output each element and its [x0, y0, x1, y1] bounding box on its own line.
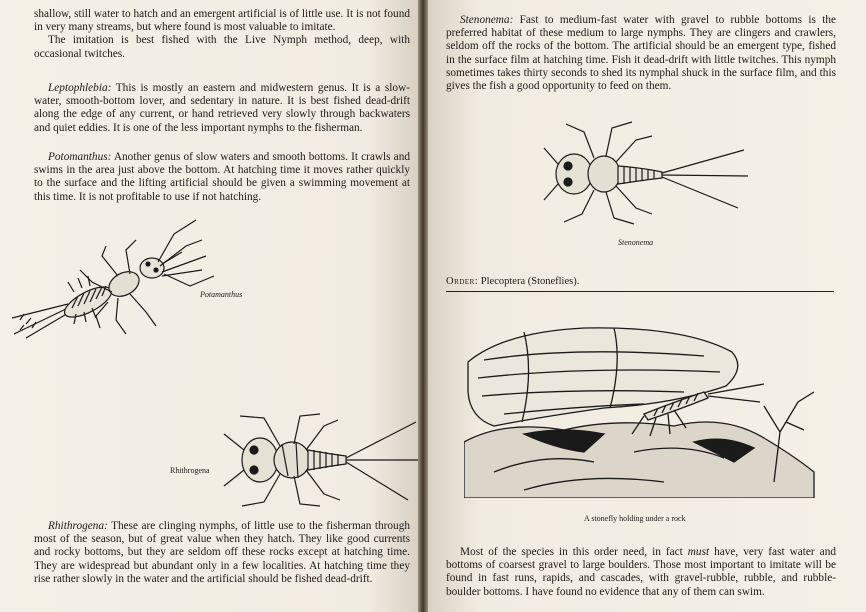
order-label: Order: — [446, 276, 479, 287]
caption-rhithrogena: Rhithrogena — [170, 466, 210, 475]
paragraph-rhithrogena — [34, 520, 410, 586]
stenonema-text: Fast to medium-fast water with gravel to rubble bottoms is the preferred habitat of these medium to large nymphs. They are clingers and crawlers, seldom off the rocks of the bottom. The artificial should be an emergent type, fished in the surface film at hatching time. Fish it dead-drift with little twitches. This nymph sometimes takes thirty seconds to shed its nymphal shuck in the surface film, and this gives the fish a good opportunity to feed on them. — [446, 14, 836, 93]
rhithrogena-term: Rhithrogena: — [48, 520, 108, 532]
potomanthus-term: Potomanthus: — [48, 151, 112, 163]
section-rule — [446, 291, 834, 292]
book-gutter — [418, 0, 428, 612]
leptophlebia-term: Leptophlebia: — [48, 82, 112, 94]
intro-sentence: shallow, still water to hatch and an emergent artificial is of little use. It is not found in very many streams, but where found is most valuable to imitate. — [34, 8, 410, 34]
rhithrogena-text: These are clinging nymphs, of little use to the fisherman through most of the season, but of great value when they hatch. They like good currents and rocky bottoms, but they are seldom off these rocks except at hatching time. They are widespread but abundant only in a few localities. At hatching time they rise rather slowly in the water and the artificial should be fished dead-drift. — [34, 520, 410, 585]
leptophlebia-text: This is mostly an eastern and midwestern genus. It is a slow-water, smooth-bottom lover, and sedentary in nature. It is best fished dead-drift along the edge of any current, or hand retrieved very slowly through backwaters and quiet eddies. It is one of the less important nymphs to the fisherman. — [34, 82, 410, 134]
plecoptera-emphasis: must — [687, 546, 710, 558]
rhithrogena-illustration — [220, 410, 418, 510]
plecoptera-text-b: have, very fast water and bottoms of coarsest gravel to large boulders. Those most important to imitate will be found in fast runs, rapids, and cascades, with gravel-rubble, rubble, and rubble-boulder bottoms. I have found no evidence that any of them can swim. — [446, 546, 836, 598]
left-page — [0, 0, 418, 612]
caption-stonefly: A stonefly holding under a rock — [584, 514, 686, 523]
right-page — [428, 0, 866, 612]
order-heading — [446, 276, 579, 287]
caption-stenonema: Stenonema — [618, 238, 654, 247]
paragraph-potomanthus — [34, 151, 410, 204]
potomanthus-text: Another genus of slow waters and smooth bottoms. It crawls and swims in the area just above the bottom. At hatching time it moves rather quickly to the surface and the lifting artificial should be given a swimming movement at this time. It is not profitable to use if not hatching. — [34, 151, 410, 203]
plecoptera-text-a: Most of the species in this order need, in fact — [460, 546, 688, 558]
stenonema-term: Stenonema: — [460, 14, 514, 26]
stenonema-illustration — [538, 118, 758, 228]
stonefly-rock-illustration — [464, 322, 824, 498]
paragraph-plecoptera — [446, 546, 836, 599]
caption-potamanthus: Potamanthus — [200, 290, 243, 299]
order-value: Plecoptera (Stoneflies). — [480, 276, 580, 287]
paragraph-stenonema — [446, 14, 836, 93]
paragraph-intro — [34, 8, 410, 61]
intro-method: The imitation is best fished with the Live Nymph method, deep, with occasional twitches. — [34, 34, 410, 60]
potamanthus-illustration — [6, 212, 246, 340]
paragraph-leptophlebia — [34, 82, 410, 135]
